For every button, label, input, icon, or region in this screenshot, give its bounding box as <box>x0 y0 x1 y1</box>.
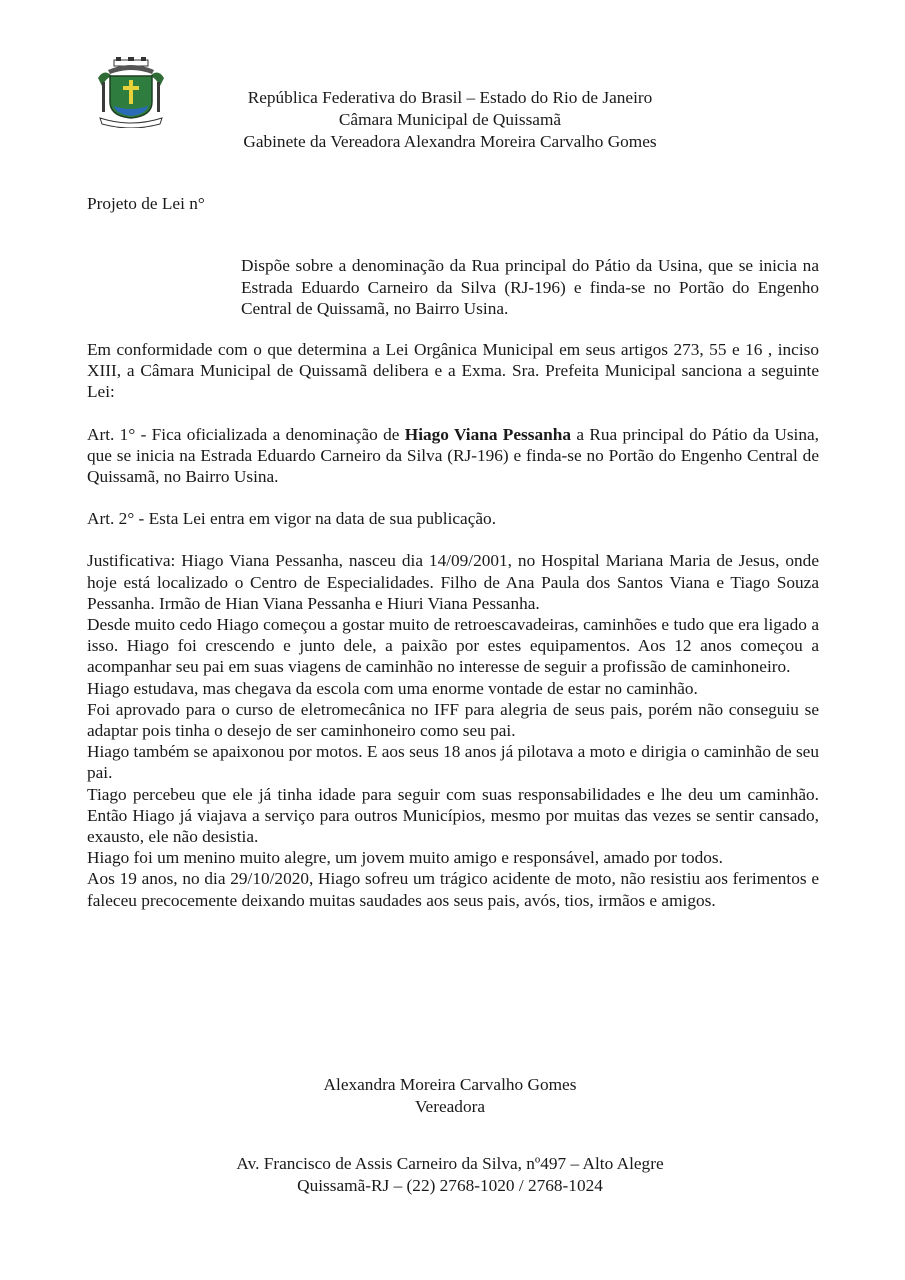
justification-paragraph: Aos 19 anos, no dia 29/10/2020, Hiago sofreu um trágico acidente de moto, não resistiu aos ferimentos e faleceu precocemente deixando muitas saudades aos seus pais, avós, tios, irmãos e amigos. <box>87 869 819 910</box>
footer-address: Av. Francisco de Assis Carneiro da Silva, nº497 – Alto Alegre <box>236 1154 664 1173</box>
article-2: Art. 2° - Esta Lei entra em vigor na data de sua publicação. <box>87 509 497 529</box>
coat-of-arms-icon <box>94 56 168 128</box>
footer-contact: Quissamã-RJ – (22) 2768-1020 / 2768-1024 <box>297 1175 603 1195</box>
justification-paragraph: Hiago também se apaixonou por motos. E aos seus 18 anos já pilotava a moto e dirigia o caminhão de seu pai. <box>87 742 819 783</box>
signatory-role: Vereadora <box>414 1096 486 1116</box>
ementa: Dispõe sobre a denominação da Rua principal do Pátio da Usina, que se inicia na Estrada Eduardo Carneiro da Silva (RJ-196) e finda-se no Portão do Engenho Central de Quissamã, no Bairro Usina. <box>241 256 819 318</box>
footer <box>200 1153 700 1196</box>
header-line-chamber: Câmara Municipal de Quissamã <box>338 110 562 129</box>
justification-paragraph: Hiago foi um menino muito alegre, um jovem muito amigo e responsável, amado por todos. <box>87 848 723 868</box>
article-1-prefix: Art. 1° - Fica oficializada a denominação de <box>87 424 405 444</box>
header-line-republic: República Federativa do Brasil – Estado do Rio de Janeiro <box>247 88 653 107</box>
letterhead <box>220 87 680 153</box>
signatory-name: Alexandra Moreira Carvalho Gomes <box>323 1075 577 1094</box>
header-line-office: Gabinete da Vereadora Alexandra Moreira Carvalho Gomes <box>243 132 657 151</box>
justification-paragraph: Hiago estudava, mas chegava da escola com uma enorme vontade de estar no caminhão. <box>87 678 698 698</box>
article-1 <box>87 424 819 488</box>
justification-paragraph: Desde muito cedo Hiago começou a gostar muito de retroescavadeiras, caminhões e tudo que era ligado a isso. Hiago foi crescendo e junto dele, a paixão por estes equipamentos. Aos 12 anos começou a acompanhar seu pai em suas viagens de caminhão no interesse de seguir a profissão de caminhoneiro. <box>87 615 819 677</box>
justification-paragraph: Tiago percebeu que ele já tinha idade para seguir com suas responsabilidades e lhe deu um caminhão. Então Hiago já viajava a serviço para outros Municípios, mesmo por muitas das vezes se sentir cansado, exausto, ele não desistia. <box>87 784 819 847</box>
justification-paragraph: Justificativa: Hiago Viana Pessanha, nasceu dia 14/09/2001, no Hospital Mariana Maria de Jesus, onde hoje está localizado o Centro de Especialidades. Filho de Ana Paula dos Santos Viana e Tiago Souza Pessanha. Irmão de Hian Viana Pessanha e Hiuri Viana Pessanha. <box>87 551 819 613</box>
document-body <box>87 339 819 911</box>
honoree-name: Hiago Viana Pessanha <box>404 424 571 444</box>
preamble: Em conformidade com o que determina a Lei Orgânica Municipal em seus artigos 273, 55 e 16 , inciso XIII, a Câmara Municipal de Quissamã delibera e a Exma. Sra. Prefeita Municipal sanciona a seguinte Lei: <box>87 340 819 402</box>
article-1-suffix: a Rua principal do Pátio da Usina, que se inicia na Estrada Eduardo Carneiro da Silva (RJ-196) e finda-se no Portão do Engenho Central de Quissamã, no Bairro Usina. <box>87 424 819 487</box>
justification-paragraph: Foi aprovado para o curso de eletromecânica no IFF para alegria de seus pais, porém não conseguiu se adaptar pois tinha o desejo de ser caminhoneiro como seu pai. <box>87 699 819 741</box>
signature-block <box>220 1074 680 1117</box>
project-title: Projeto de Lei n° <box>87 194 205 213</box>
